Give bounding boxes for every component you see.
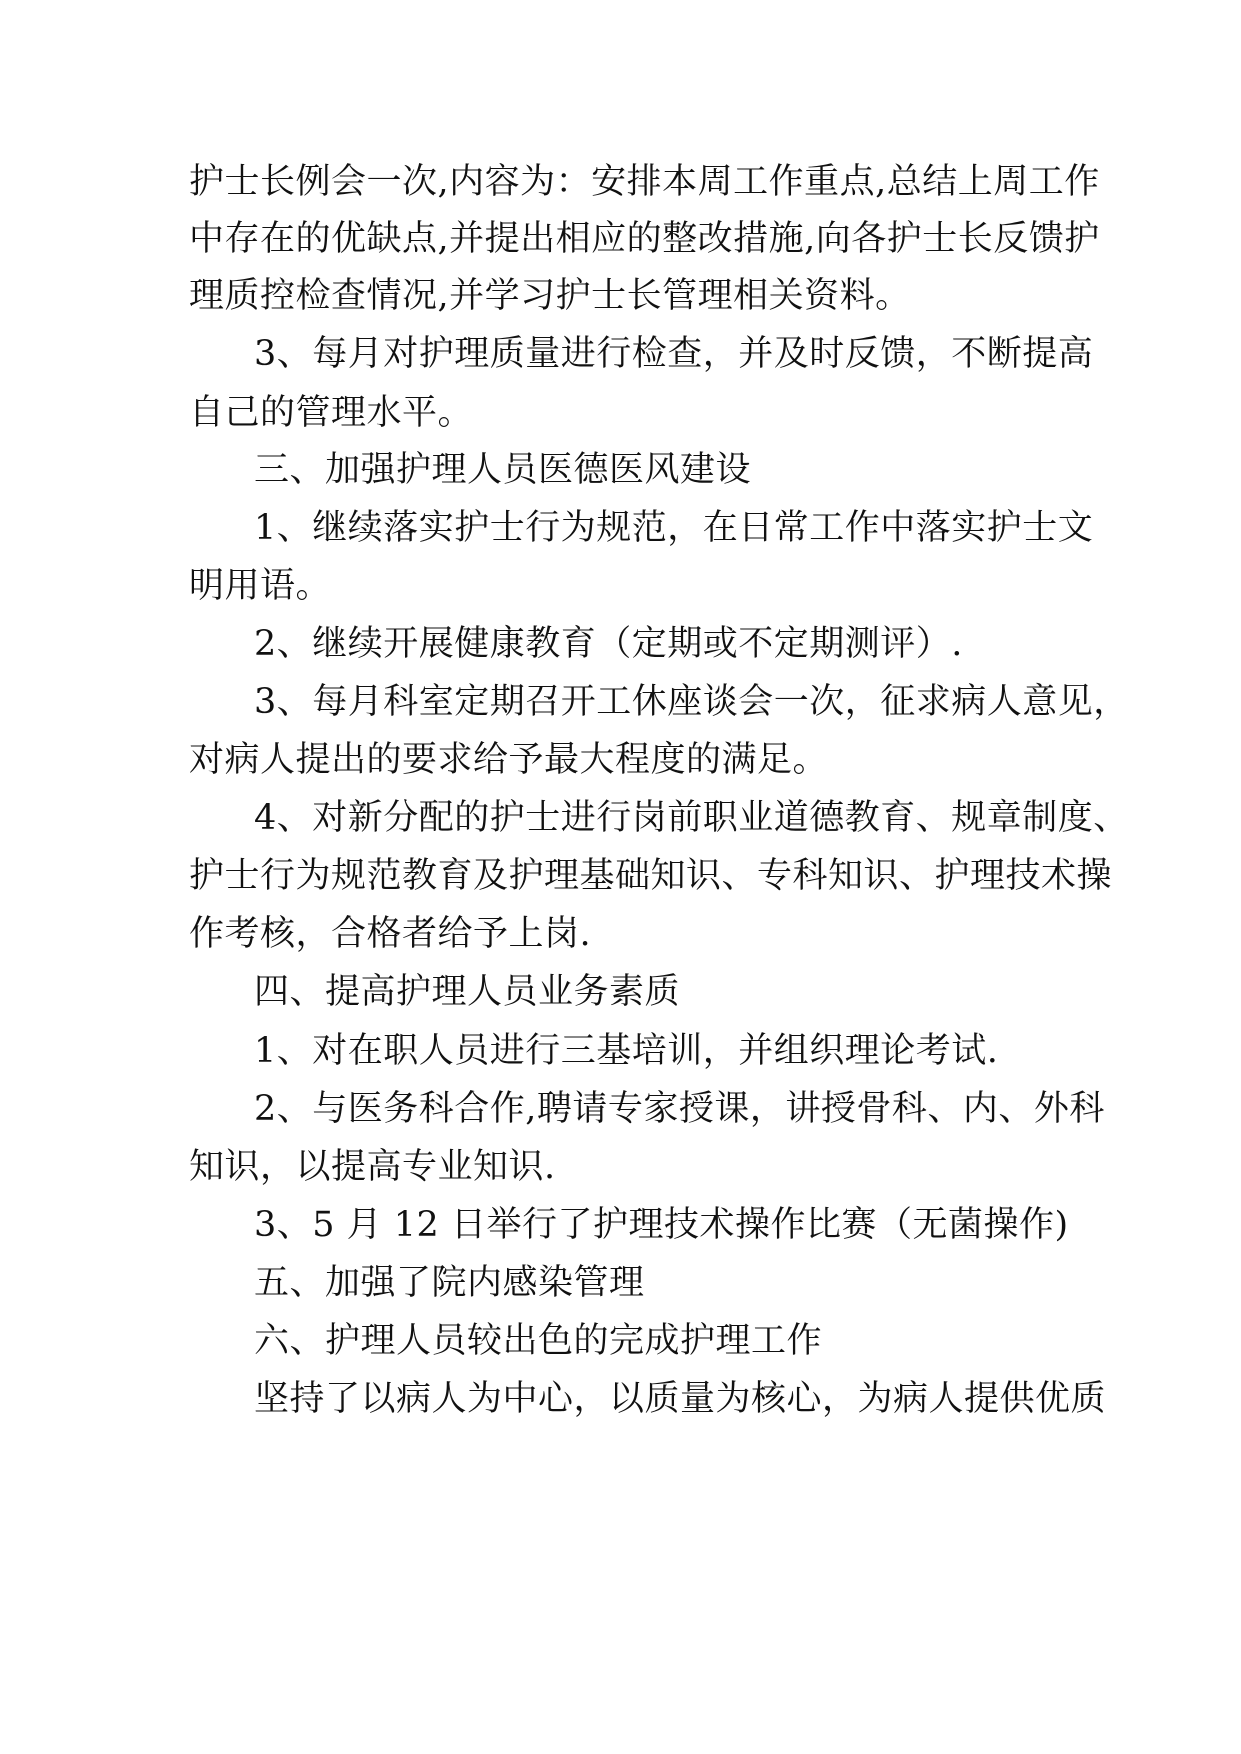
- text-line: 明用语。: [189, 566, 332, 606]
- text-line: 1、对在职人员进行三基培训，并组织理论考试.: [254, 1031, 999, 1071]
- section-heading: 四、提高护理人员业务素质: [254, 972, 681, 1012]
- section-heading: 三、加强护理人员医德医风建设: [254, 450, 752, 490]
- text-line: 3、每月科室定期召开工休座谈会一次，征求病人意见，: [254, 682, 1129, 722]
- text-line: 理质控检查情况,并学习护士长管理相关资料。: [189, 276, 911, 316]
- text-line: 3、5 月 12 日举行了护理技术操作比赛（无菌操作): [254, 1205, 1069, 1245]
- text-line: 护士行为规范教育及护理基础知识、专科知识、护理技术操: [189, 856, 1113, 896]
- text-line: 2、继续开展健康教育（定期或不定期测评）.: [254, 624, 963, 664]
- text-line: 1、继续落实护士行为规范，在日常工作中落实护士文: [254, 508, 1094, 548]
- text-line: 中存在的优缺点,并提出相应的整改措施,向各护士长反馈护: [189, 219, 1100, 259]
- text-line: 知识，以提高专业知识.: [189, 1147, 556, 1187]
- text-line: 对病人提出的要求给予最大程度的满足。: [189, 740, 829, 780]
- text-line: 4、对新分配的护士进行岗前职业道德教育、规章制度、: [254, 798, 1129, 838]
- text-line: 3、每月对护理质量进行检查，并及时反馈，不断提高: [254, 334, 1094, 374]
- text-line: 作考核，合格者给予上岗.: [189, 914, 592, 954]
- text-line: 坚持了以病人为中心，以质量为核心，为病人提供优质: [254, 1379, 1107, 1419]
- text-line: 2、与医务科合作,聘请专家授课，讲授骨科、内、外科: [254, 1089, 1105, 1129]
- section-heading: 六、护理人员较出色的完成护理工作: [254, 1321, 823, 1361]
- section-heading: 五、加强了院内感染管理: [254, 1263, 645, 1303]
- text-line: 自己的管理水平。: [189, 393, 474, 433]
- text-line: 护士长例会一次,内容为：安排本周工作重点,总结上周工作: [189, 162, 1100, 202]
